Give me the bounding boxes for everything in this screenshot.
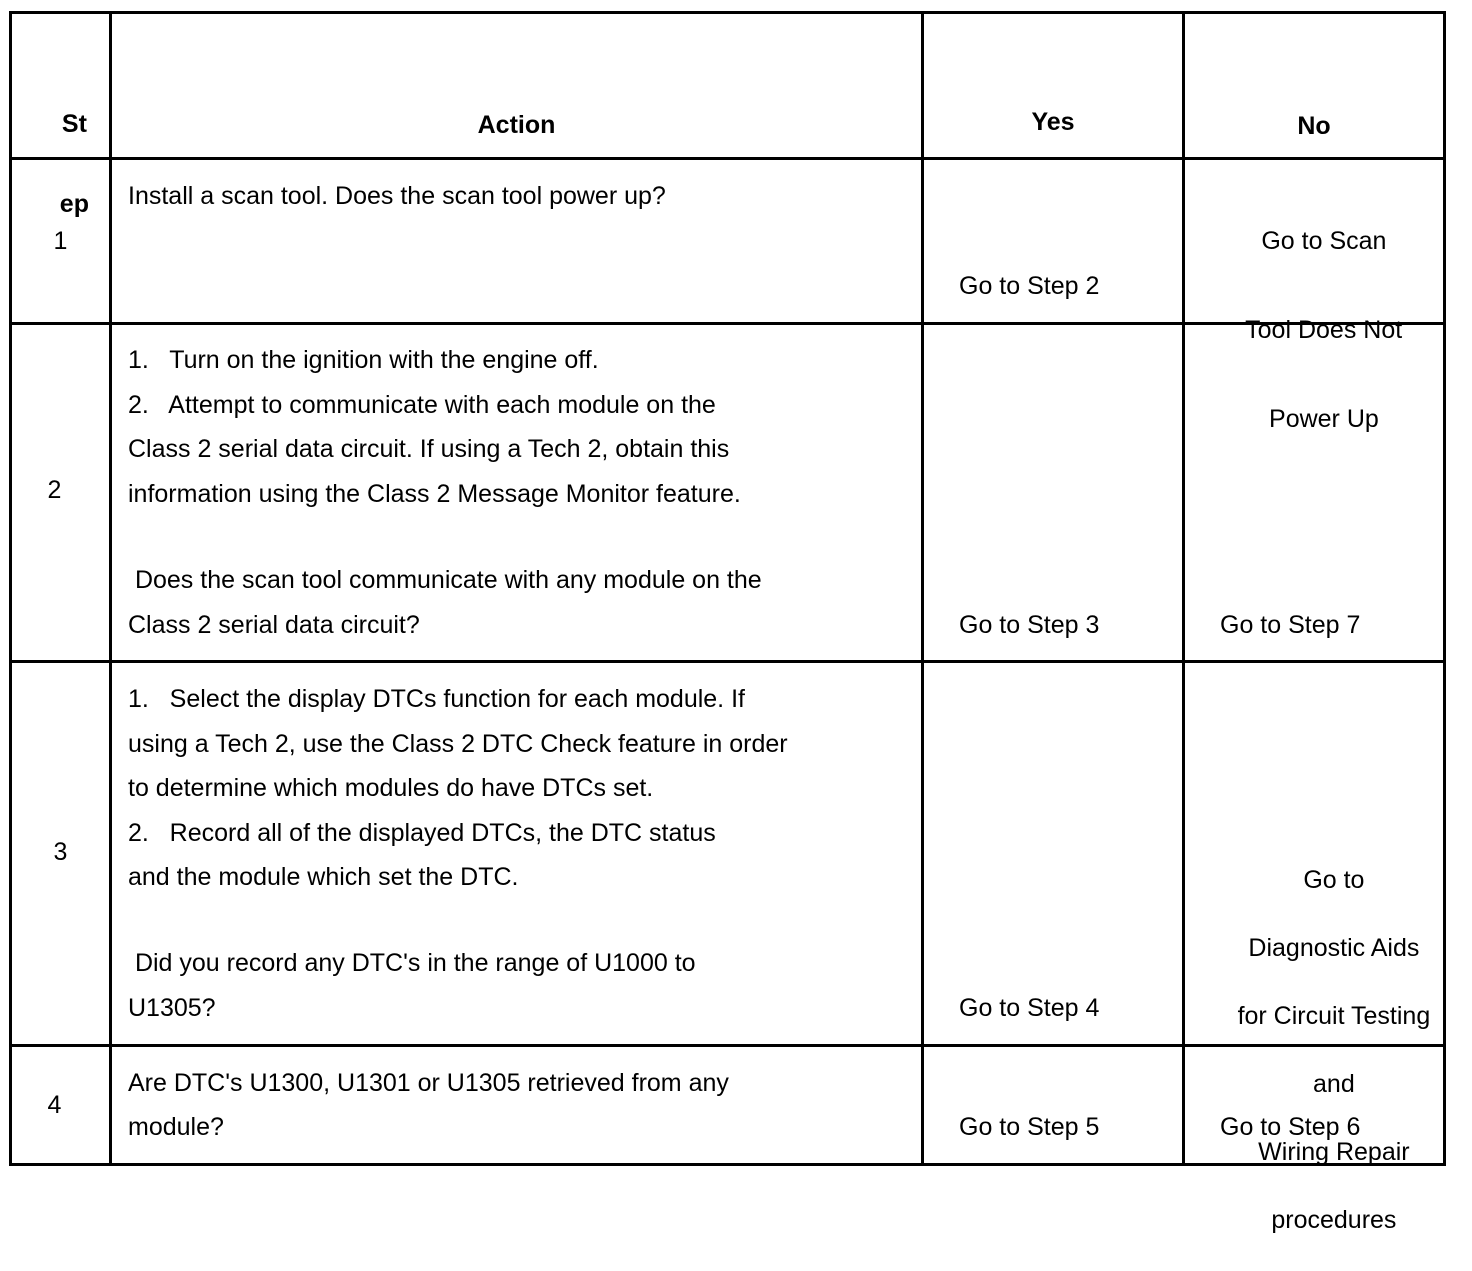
action-line: 2. Record all of the displayed DTCs, the DTC status — [128, 819, 716, 847]
step-number: 3 — [53, 838, 68, 866]
no-line: Go to — [1303, 866, 1365, 894]
action-line: using a Tech 2, use the Class 2 DTC Check feature in order — [128, 730, 788, 758]
action-line: Does the scan tool communicate with any module on the — [128, 566, 762, 594]
yes-cell: Go to Step 2 — [959, 272, 1100, 300]
step-number: 1 — [53, 227, 68, 255]
no-cell — [1185, 174, 1435, 486]
action-line: Did you record any DTC's in the range of U1000 to — [128, 949, 696, 977]
no-line: Power Up — [1269, 404, 1379, 433]
column-divider — [109, 11, 112, 1166]
action-line: to determine which modules do have DTCs set. — [128, 774, 654, 802]
no-cell: Go to Step 7 — [1220, 611, 1361, 639]
no-line: procedures — [1271, 1206, 1397, 1234]
step-number: 4 — [47, 1091, 62, 1119]
header-step-line2: ep — [59, 190, 89, 218]
action-line: 2. Attempt to communicate with each module on the — [128, 391, 716, 419]
action-line: 1. Select the display DTCs function for each module. If — [128, 685, 745, 713]
no-cell: Go to Step 6 — [1220, 1113, 1361, 1141]
no-line: Diagnostic Aids — [1248, 934, 1420, 962]
action-line: Class 2 serial data circuit? — [128, 611, 420, 639]
table-border-top — [9, 11, 1446, 14]
action-line: U1305? — [128, 994, 216, 1022]
row-divider — [9, 660, 1446, 663]
no-line: and — [1313, 1070, 1355, 1098]
action-line: 1. Turn on the ignition with the engine off. — [128, 346, 599, 374]
yes-cell: Go to Step 5 — [959, 1113, 1100, 1141]
action-line: Are DTC's U1300, U1301 or U1305 retrieved from any — [128, 1069, 729, 1097]
diagnostic-table — [9, 11, 1446, 1234]
action-line: and the module which set the DTC. — [128, 863, 519, 891]
header-no: No — [1297, 112, 1331, 140]
header-step-line1: St — [61, 110, 87, 138]
action-line: Class 2 serial data circuit. If using a Tech 2, obtain this — [128, 435, 730, 463]
action-line: information using the Class 2 Message Monitor feature. — [128, 480, 741, 508]
header-yes: Yes — [1031, 108, 1075, 136]
header-action: Action — [477, 111, 556, 139]
no-line: for Circuit Testing — [1237, 1002, 1431, 1030]
column-divider — [921, 11, 924, 1166]
action-line: module? — [128, 1113, 224, 1141]
action-line: Install a scan tool. Does the scan tool power up? — [128, 182, 666, 210]
yes-cell: Go to Step 4 — [959, 994, 1100, 1022]
no-line: Go to Scan — [1261, 226, 1387, 255]
no-cell — [1195, 829, 1445, 1271]
step-number: 2 — [47, 476, 62, 504]
row-divider — [9, 157, 1446, 160]
yes-cell: Go to Step 3 — [959, 611, 1100, 639]
no-line: Tool Does Not — [1245, 315, 1403, 344]
no-line: Wiring Repair — [1258, 1138, 1410, 1166]
